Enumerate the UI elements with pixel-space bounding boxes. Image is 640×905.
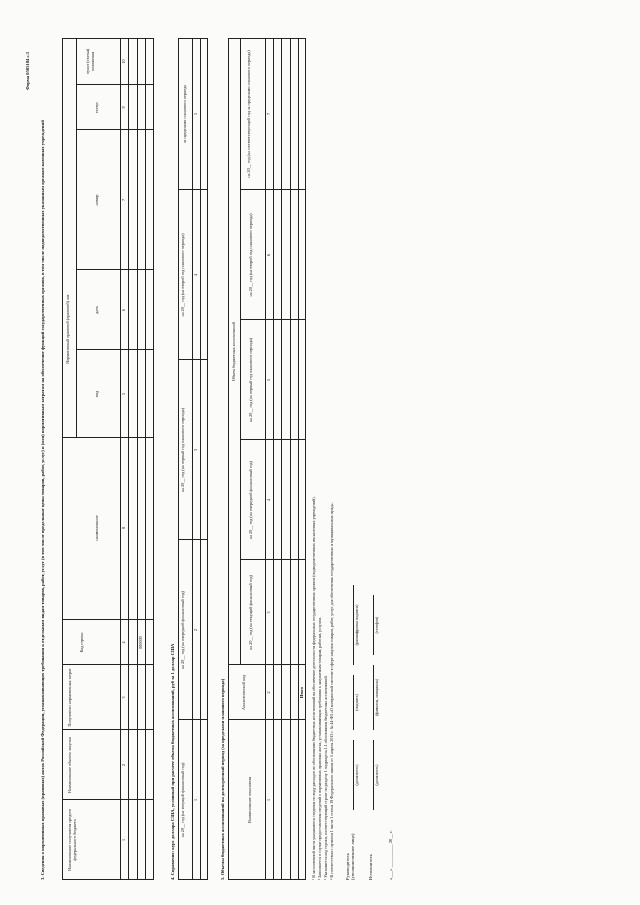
s5-num-2: 2 <box>266 691 271 694</box>
executor-position: (должность) <box>374 764 379 786</box>
s4-col-next: на 20__ год (на очередной финансовый год) <box>180 591 185 669</box>
s3-num-1: 1 <box>121 838 126 842</box>
s3-col-code: Код строки <box>79 632 84 653</box>
s5-group: Объем бюджетных ассигнований <box>231 321 236 382</box>
s3-col-receivers: Получатели нормативных затрат <box>67 668 72 727</box>
s4-num-2: 2 <box>193 628 198 632</box>
s5-num-1: 1 <box>266 798 271 802</box>
s5-col-current: на 20__ год (на текущий финансовый год) <box>248 575 253 650</box>
s4-num-1: 1 <box>193 798 198 802</box>
s3-num-9: 9 <box>121 106 126 109</box>
s5-num-3: 3 <box>266 611 271 614</box>
s3-num-3: 3 <box>121 696 126 699</box>
s5-col-code: Аналитический код <box>241 675 246 710</box>
s4-num-3: 3 <box>193 448 198 452</box>
s4-num-5: 5 <box>193 112 198 116</box>
executor-label: Исполнитель <box>368 854 373 880</box>
head-signature: (подпись) <box>354 694 359 711</box>
head-position: (должность) <box>354 764 359 786</box>
s5-total-label: Итого <box>299 686 304 699</box>
footnote-2: ² Заполняется в случае предоставления сведений о нормативных правовых актах, устанавливающих требования к закупаемым товарам, работам, услугам. <box>317 617 322 880</box>
s4-num-4: 4 <box>193 273 198 277</box>
s3-total-code: 000000 <box>138 636 143 649</box>
s3-num-6: 6 <box>121 308 126 312</box>
s4-col-plan2: на 20__ год (на второй год планового периода) <box>180 233 185 317</box>
form-label: Форма 0505184 с.3 <box>25 52 30 90</box>
section3-title: 3. Сведения о нормативных правовых (правовых) актах Российской Федерации, устанавливающих требования к отдельным видам товаров, работ, услуг (в том числе предельные цены товаров, работ, услуг) и (или) нормативным затратам на обеспечение функций государственных органов, в том числе подведомственных указанным органам казенных учреждений <box>40 120 45 880</box>
s5-num-5: 5 <box>266 378 271 382</box>
footnote-4: ⁴ В соответствии с пунктом 1 части 1 статьи 19 Федерального закона от 5 апреля 2013 г. № 44-ФЗ «О контрактной системе в сфере закупок товаров, работ, услуг для обеспечения государственных и муниципальных нужд». <box>329 502 334 880</box>
s5-col-next: на 20__ год (на очередной финансовый год) <box>248 461 253 539</box>
s3-col-date: дата <box>94 306 99 314</box>
footnote-1: ¹ В заголовочной части указываются сведения по виду расходов по обоснованию бюджетных ассигнований на обеспечение деятельности федеральных государственных органов (подведомственных им казенных учреждений). <box>311 496 316 880</box>
s3-col-clause: пункт (статья) положения <box>85 48 95 75</box>
s5-num-6: 6 <box>266 253 271 257</box>
s3-num-5: 5 <box>121 392 126 396</box>
head-decoding: (расшифровка подписи) <box>354 604 359 646</box>
s5-col-beyond: на 20__ год (на соответствующий год за пределами планового периода) <box>246 50 251 178</box>
s3-num-10: 10 <box>121 59 126 64</box>
s3-act-group: Нормативный правовой (правовой) акт <box>65 294 70 364</box>
s5-num-4: 4 <box>266 498 271 502</box>
s3-num-2: 2 <box>121 763 126 767</box>
s4-col-current: на 20__ год (на текущий финансовый год) <box>180 762 185 838</box>
s5-col-plan2: на 20__ год (на второй год планового периода) <box>248 213 253 297</box>
s3-col-kind: вид <box>94 390 99 398</box>
s3-num-4: 4 <box>121 641 126 644</box>
s3-col-recipient: Наименование получателя средств федерального бюджета <box>67 809 77 871</box>
executor-name: (фамилия, инициалы) <box>374 679 379 716</box>
s3-num-8: 8 <box>121 526 126 530</box>
s4-col-plan1: на 20__ год (на первый год планового периода) <box>180 407 185 493</box>
section5-title: 5. Объемы бюджетных ассигнований на долгосрочный период (за пределами планового периода) <box>220 678 225 880</box>
s5-col-plan1: на 20__ год (на первый год планового периода) <box>248 337 253 423</box>
head-label: Руководитель (уполномоченное лицо) <box>345 833 356 880</box>
s3-num-7: 7 <box>121 198 126 202</box>
s4-col-beyond: за пределами планового периода <box>182 84 187 144</box>
footnote-3: ³ Указывается код строки, соответствующий строке по разделу 1 подраздела 1.1 обоснования бюджетных ассигнований. <box>323 675 328 880</box>
executor-phone: (телефон) <box>374 616 379 634</box>
s5-col-name: Наименование показателя <box>247 776 252 824</box>
section4-title: 4. Справочно: курс доллара США, условный при расчете объема бюджетных ассигнований, руб за 1 доллар США <box>170 643 175 880</box>
sign-date: «___» __________ 20__ г. <box>388 830 393 880</box>
s3-col-status: статус <box>94 101 99 114</box>
s3-col-object: Наименование объекта закупки <box>67 736 72 794</box>
s3-col-number: номер <box>94 194 99 206</box>
s3-col-name: наименование <box>94 515 99 541</box>
rotated-form <box>20 15 620 890</box>
s5-num-7: 7 <box>266 112 271 116</box>
